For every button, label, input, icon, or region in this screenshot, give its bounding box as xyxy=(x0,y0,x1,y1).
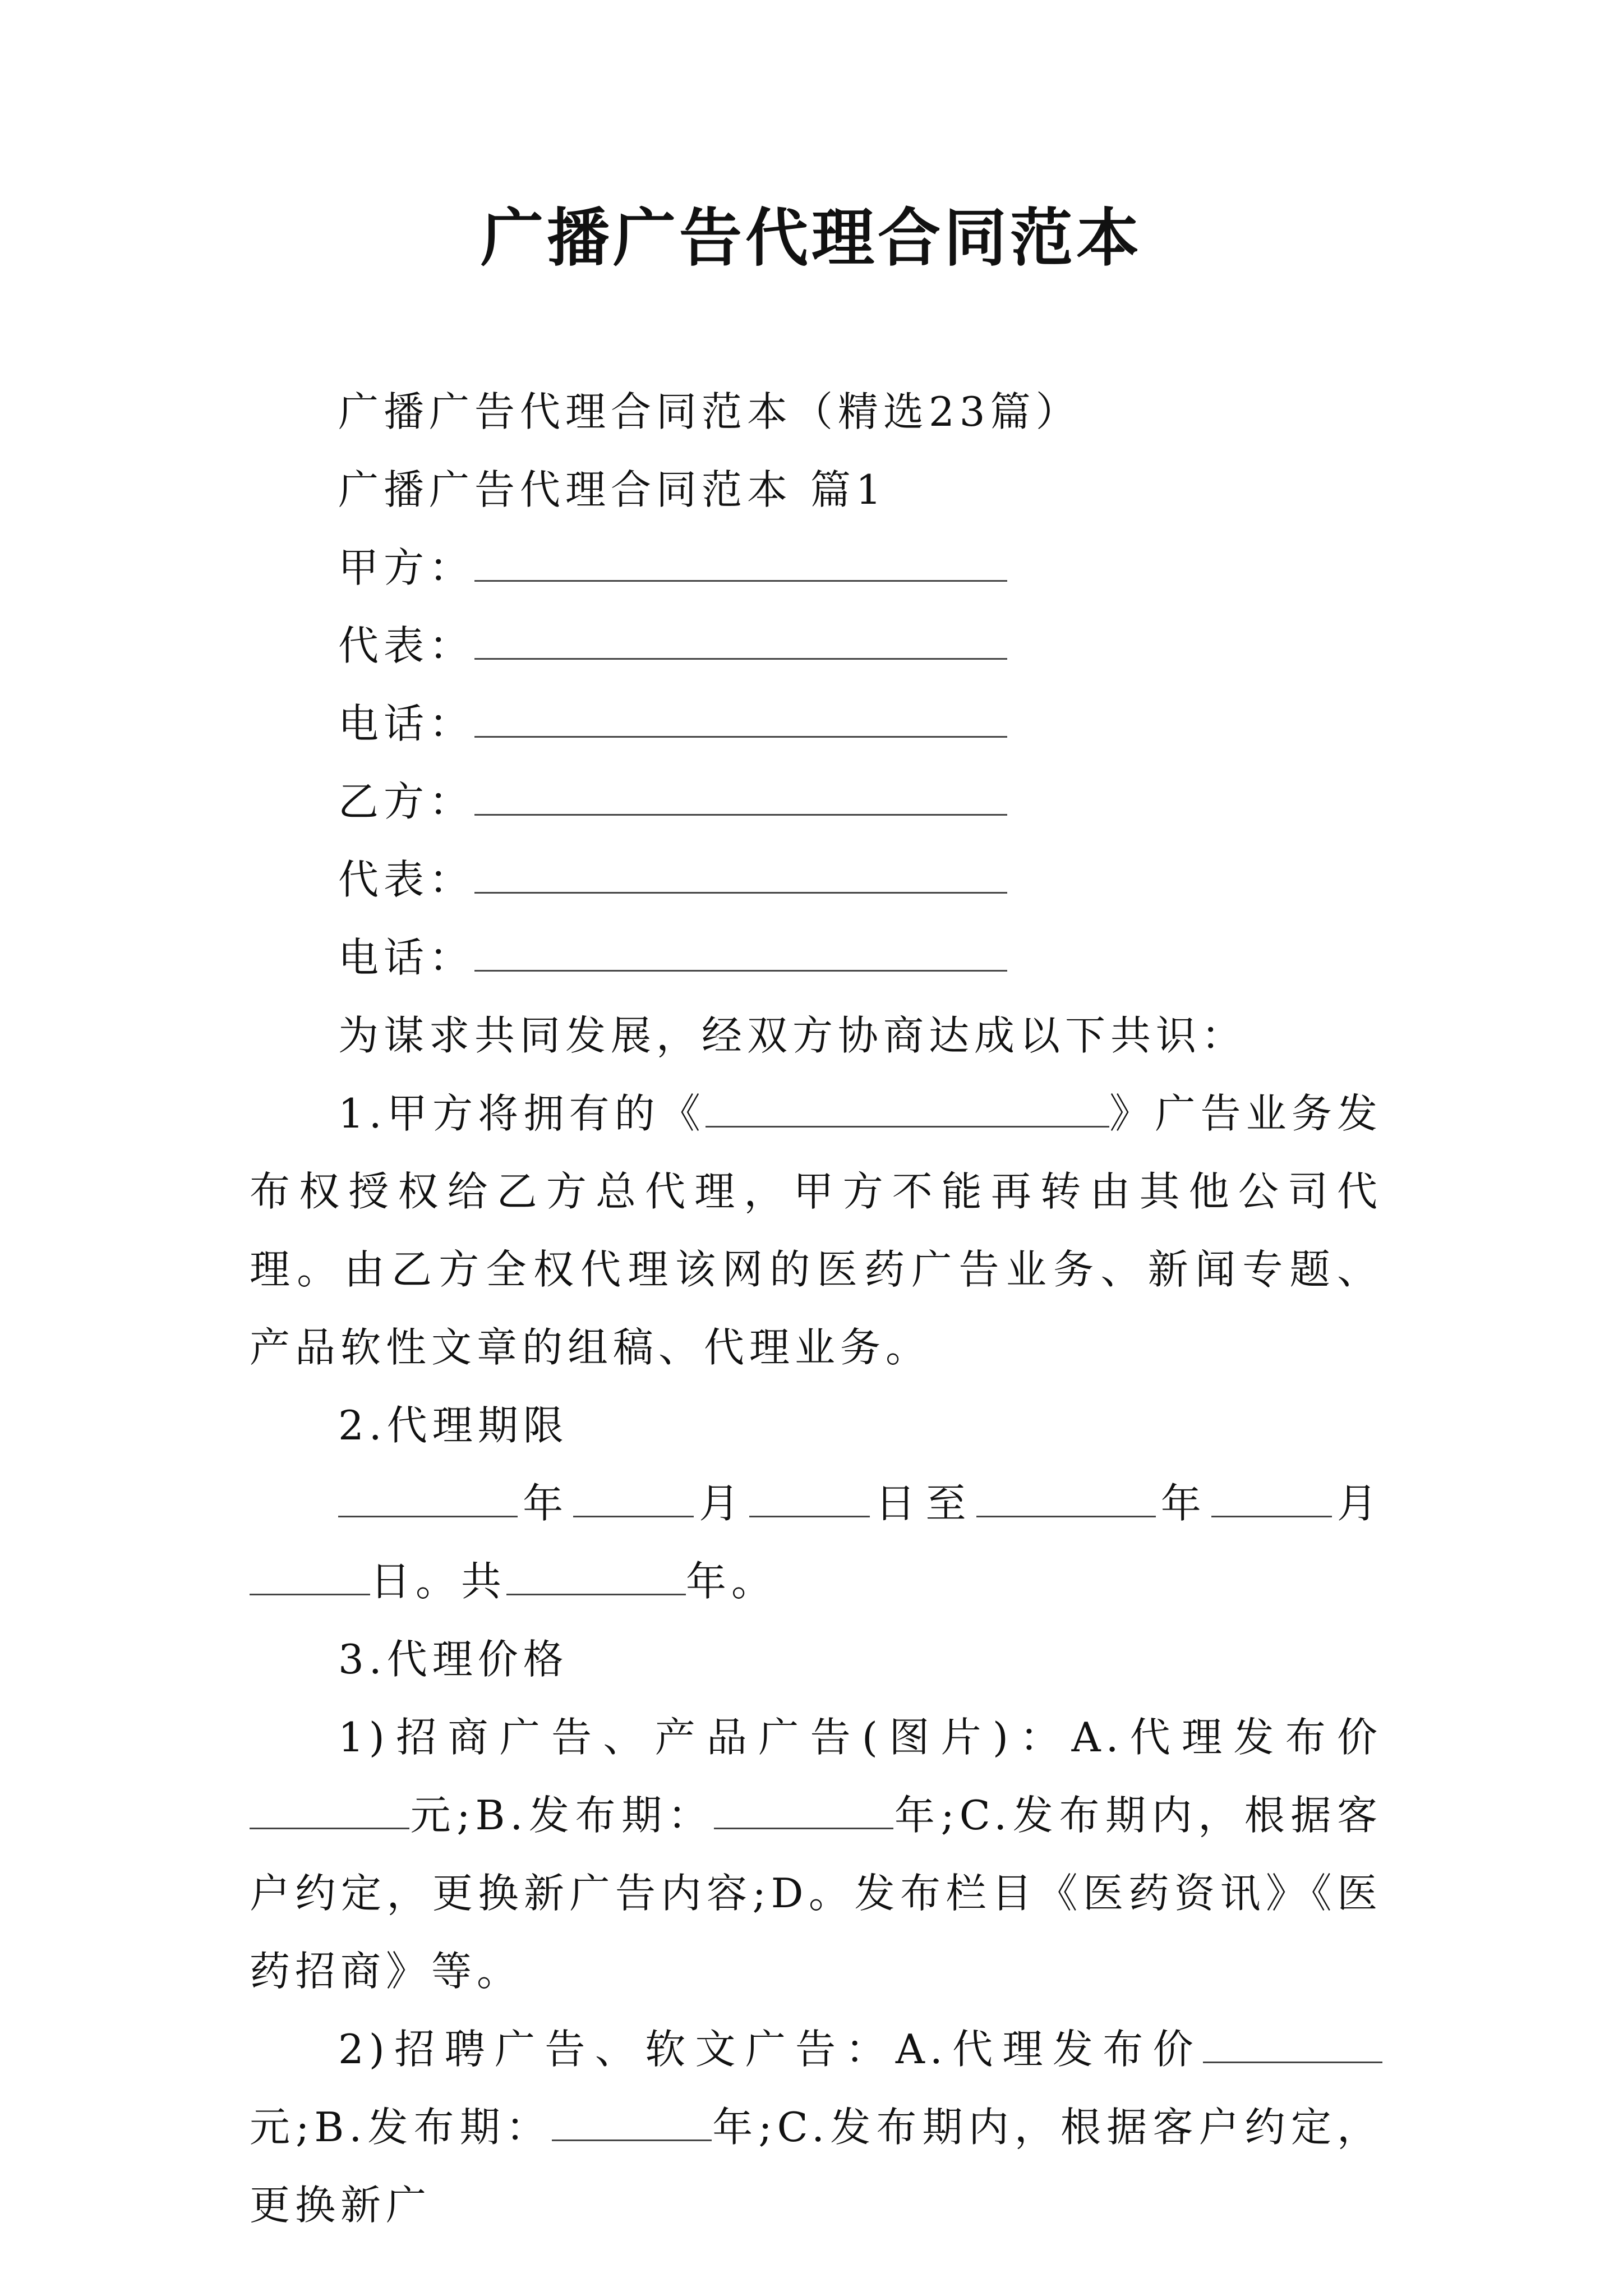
fill-in-blank xyxy=(474,625,1007,660)
year-label: 年 xyxy=(518,1480,574,1527)
party-b-phone-field xyxy=(250,919,1382,997)
fill-in-blank xyxy=(976,1483,1156,1517)
fill-in-blank xyxy=(706,1093,1109,1128)
clause-2-heading: 2.代理期限 xyxy=(338,1402,569,1449)
field-label: 代表： xyxy=(338,856,475,903)
clause-1-suffix: 》广告业务发布权授权给乙方总代理，甲方不能再转由其他公司代理。由乙方全权代理该网的医药广告业务、新闻专题、产品软性文章的组稿、代理业务。 xyxy=(250,1090,1382,1371)
month-label: 月 xyxy=(694,1480,750,1527)
item-text: 2)招聘广告、软文广告：A.代理发布价 xyxy=(338,2026,1203,2073)
fill-in-blank xyxy=(1211,1483,1332,1517)
item-text: 元;B.发布期： xyxy=(409,1792,714,1839)
field-label: 电话： xyxy=(338,934,475,981)
clause-2-period xyxy=(250,1465,1382,1621)
party-b-field xyxy=(250,763,1382,841)
party-a-field xyxy=(250,529,1382,607)
fill-in-blank xyxy=(1203,2029,1382,2063)
day-end-label: 日。共 xyxy=(370,1558,507,1605)
month-label: 月 xyxy=(1331,1480,1382,1527)
fill-in-blank xyxy=(573,1483,694,1517)
fill-in-blank xyxy=(250,1561,370,1595)
clause-3-item-2 xyxy=(250,2010,1382,2244)
field-label: 代表： xyxy=(338,622,475,669)
fill-in-blank xyxy=(338,1483,518,1517)
fill-in-blank xyxy=(474,703,1007,738)
clause-3-heading: 3.代理价格 xyxy=(338,1636,569,1683)
clause-1 xyxy=(250,1075,1382,1387)
year-label: 年 xyxy=(1155,1480,1211,1527)
field-label: 电话： xyxy=(338,700,475,747)
party-a-representative-field xyxy=(250,607,1382,685)
item-text: 年;C.发布期内，根据客户约定，更换新广 xyxy=(250,2104,1383,2229)
field-label: 甲方： xyxy=(338,544,475,591)
total-year-label: 年。 xyxy=(686,1558,777,1605)
fill-in-blank xyxy=(552,2107,712,2141)
fill-in-blank xyxy=(474,937,1007,972)
document-body xyxy=(250,373,1382,2244)
intro-paragraph: 为谋求共同发展，经双方协商达成以下共识： xyxy=(338,1012,1247,1059)
fill-in-blank xyxy=(474,859,1007,894)
party-b-representative-field xyxy=(250,841,1382,919)
fill-in-blank xyxy=(714,1795,893,1829)
field-label: 乙方： xyxy=(338,778,475,825)
fill-in-blank xyxy=(250,1795,409,1829)
fill-in-blank xyxy=(749,1483,870,1517)
fill-in-blank xyxy=(474,547,1007,582)
document-title: 广播广告代理合同范本 xyxy=(481,201,1142,275)
day-to-label: 日至 xyxy=(870,1480,976,1527)
item-text: 1)招商广告、产品广告(图片)：A.代理发布价 xyxy=(338,1714,1382,1761)
section-heading: 广播广告代理合同范本 篇1 xyxy=(338,466,887,513)
fill-in-blank xyxy=(474,781,1007,816)
fill-in-blank xyxy=(506,1561,686,1595)
party-a-phone-field xyxy=(250,685,1382,763)
clause-3-item-1 xyxy=(250,1699,1382,2010)
item-text: 元;B.发布期： xyxy=(250,2104,552,2151)
item-text: 年;C.发布期内，根据客户约定，更换新广告内容;D。发布栏目《医药资讯》《医药招商》等。 xyxy=(250,1792,1383,1995)
clause-1-prefix: 1.甲方将拥有的《 xyxy=(338,1090,706,1137)
subtitle: 广播广告代理合同范本（精选23篇） xyxy=(338,388,1081,435)
